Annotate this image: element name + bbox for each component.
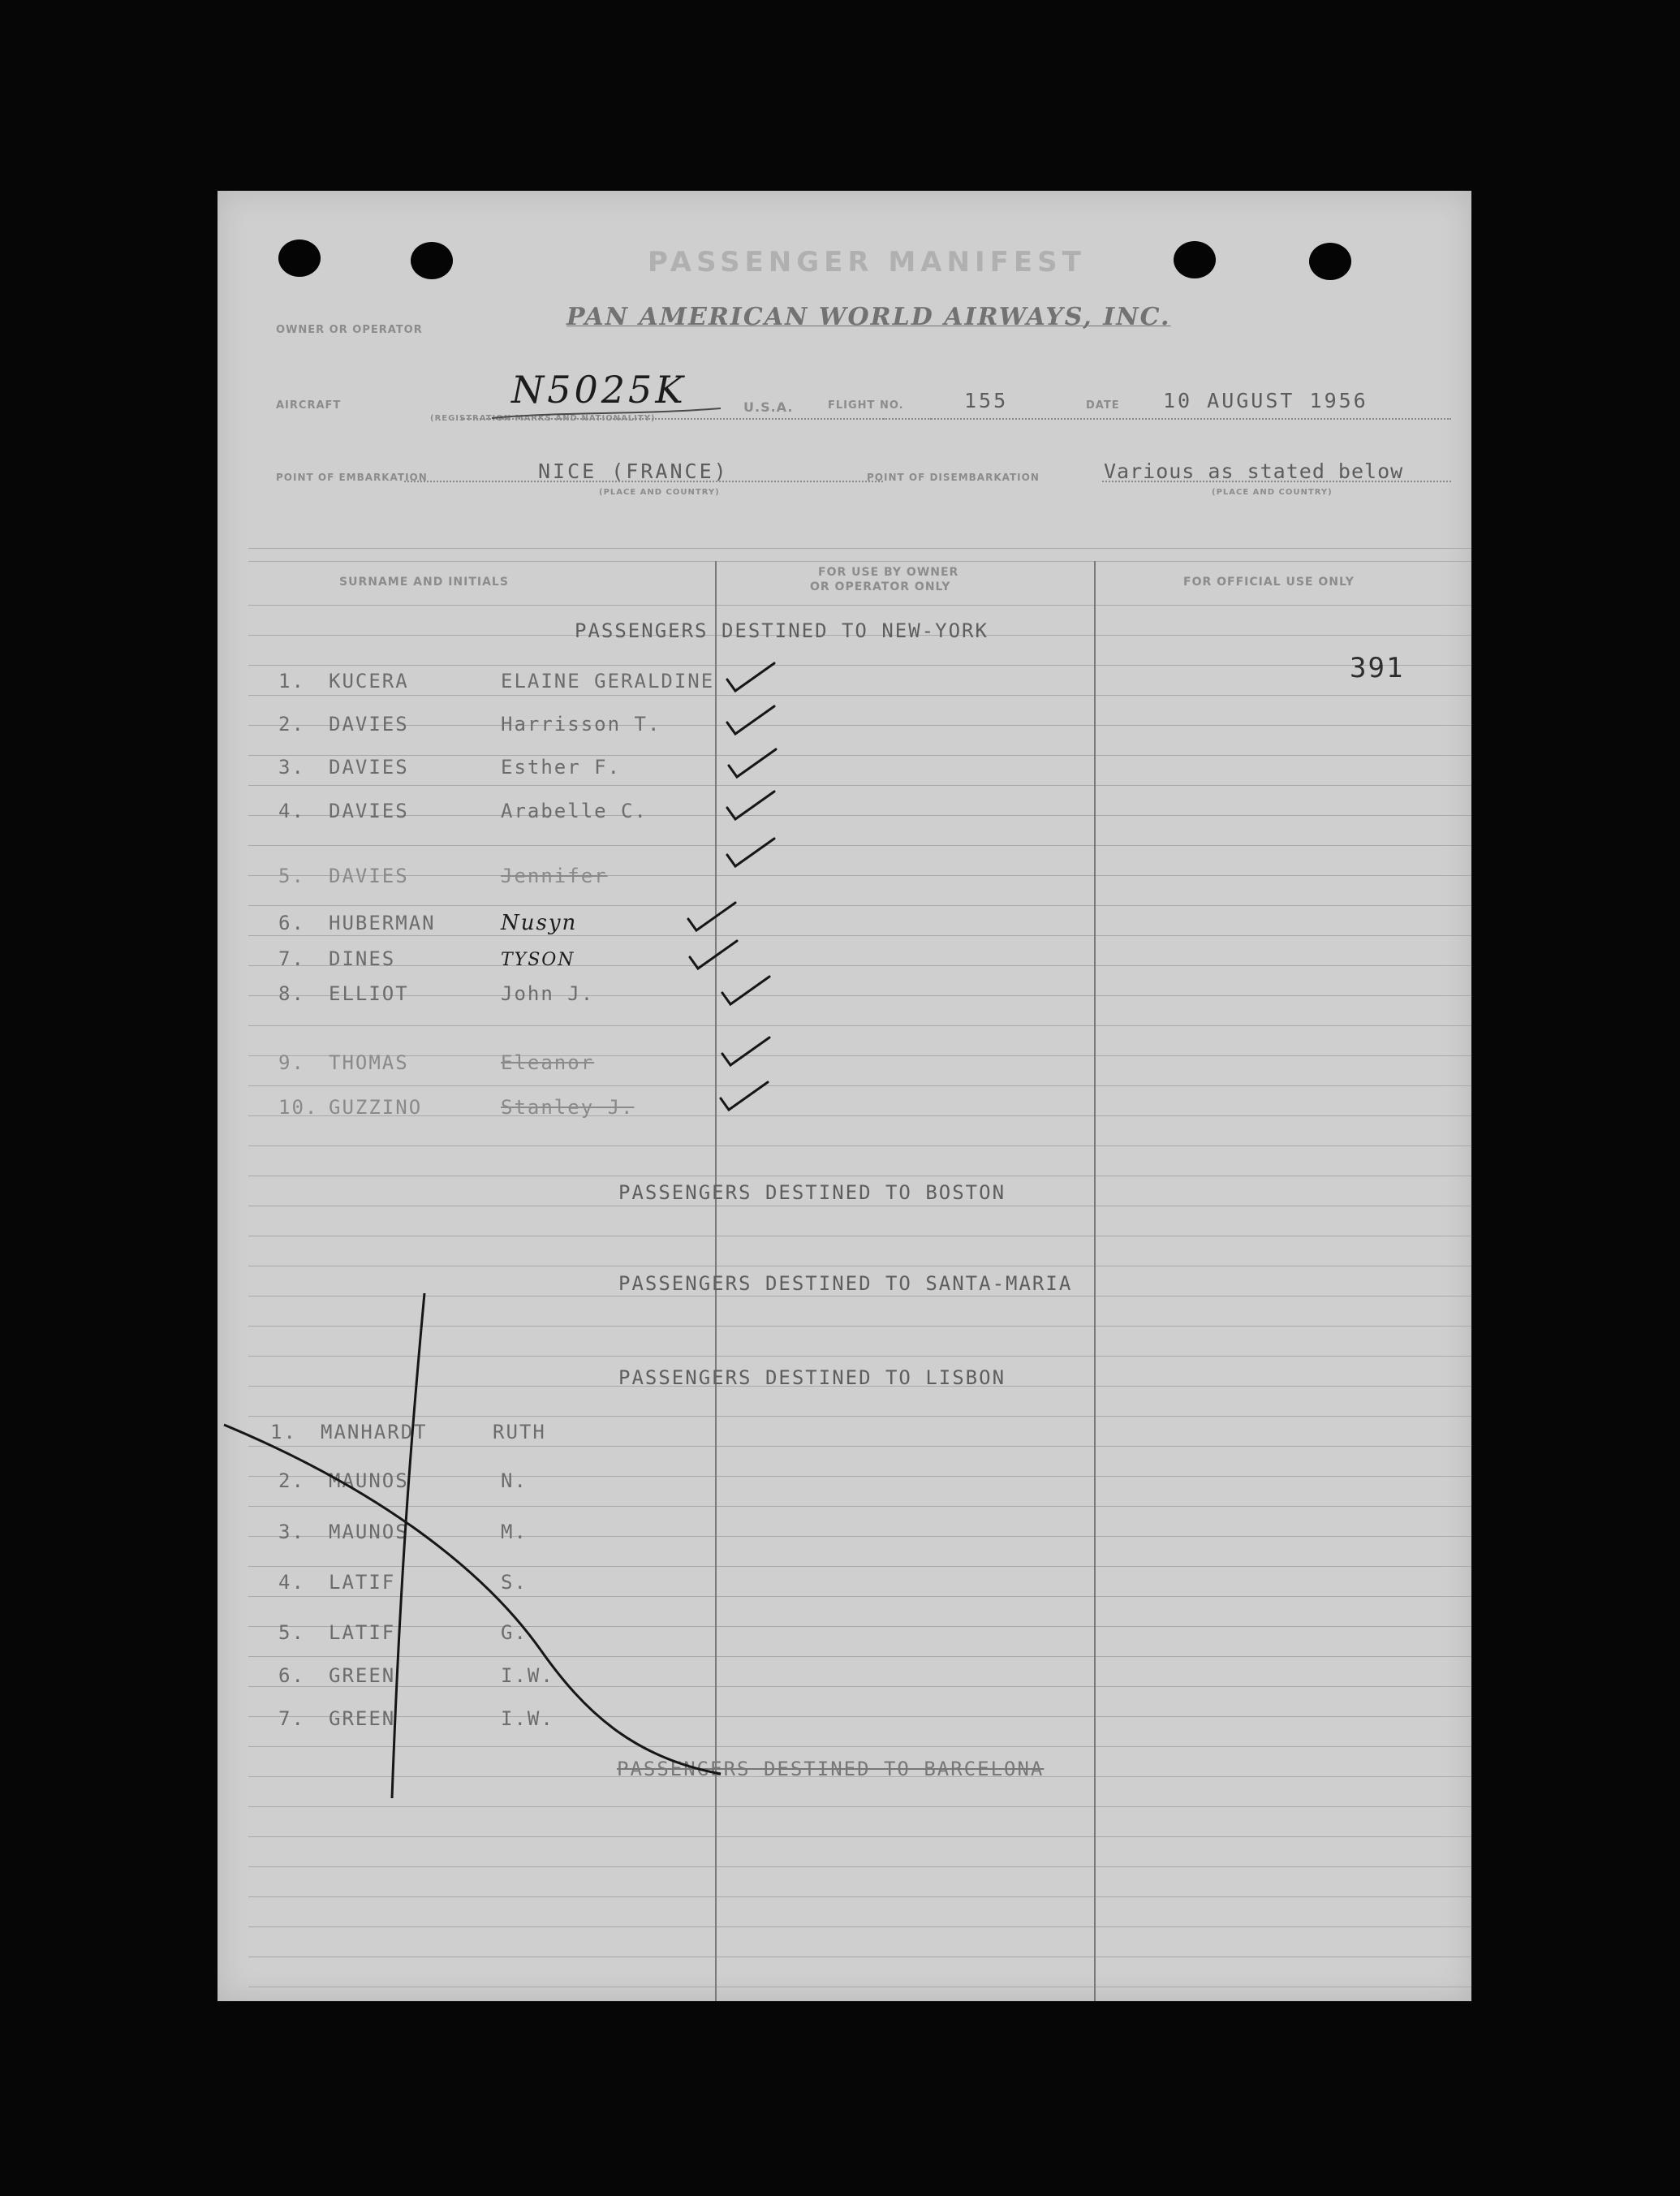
section-santa-maria: PASSENGERS DESTINED TO SANTA-MARIA <box>618 1272 1073 1295</box>
registration-note: (REGISTRATION MARKS AND NATIONALITY) <box>430 414 656 423</box>
checkmark-icon <box>729 749 776 777</box>
checkmark-icon <box>722 1038 769 1065</box>
row-number: 3. <box>278 1521 305 1543</box>
passenger-surname: GREEN <box>329 1707 396 1730</box>
section-barcelona: PASSENGERS DESTINED TO BARCELONA <box>617 1758 1045 1780</box>
passenger-given: I.W. <box>501 1707 554 1730</box>
col-header-official: FOR OFFICIAL USE ONLY <box>1183 576 1355 589</box>
owner-label: OWNER OR OPERATOR <box>276 324 423 336</box>
row-number: 8. <box>278 982 305 1005</box>
checkmark-icon <box>727 663 774 691</box>
passenger-given: Arabelle C. <box>501 800 648 822</box>
passenger-surname: GUZZINO <box>329 1096 423 1119</box>
row-number: 1. <box>270 1421 297 1443</box>
passenger-surname: LATIF <box>329 1621 396 1644</box>
passenger-given: N. <box>501 1469 528 1492</box>
aircraft-registration: N5025K <box>511 368 687 412</box>
checkmark-icon <box>727 839 774 866</box>
row-number: 10. <box>278 1096 319 1119</box>
passenger-surname: DINES <box>329 947 396 970</box>
underline-registration <box>492 408 721 418</box>
passenger-given: M. <box>501 1521 528 1543</box>
passenger-surname: LATIF <box>329 1571 396 1594</box>
col-header-owner-2: OR OPERATOR ONLY <box>810 580 951 593</box>
checkmark-icon <box>690 941 737 969</box>
row-number: 9. <box>278 1051 305 1074</box>
section-new-york: PASSENGERS DESTINED TO NEW-YORK <box>575 619 989 642</box>
date-label: DATE <box>1086 399 1120 412</box>
passenger-surname: MANHARDT <box>321 1421 428 1443</box>
passenger-surname: DAVIES <box>329 800 409 822</box>
usa-label: U.S.A. <box>743 399 794 415</box>
passenger-given: Jennifer <box>501 865 608 887</box>
passenger-surname: MAUNOS <box>329 1469 409 1492</box>
passenger-given: Nusyn <box>501 911 578 935</box>
cross-out-stroke <box>392 1293 424 1798</box>
handwriting-overlay <box>218 191 1471 2001</box>
airline-name: PAN AMERICAN WORLD AIRWAYS, INC. <box>566 303 1171 331</box>
row-number: 7. <box>278 947 305 970</box>
embarkation-label: POINT OF EMBARKATION <box>276 472 428 483</box>
row-number: 5. <box>278 865 305 887</box>
section-boston: PASSENGERS DESTINED TO BOSTON <box>618 1181 1006 1204</box>
passenger-given: S. <box>501 1571 528 1594</box>
row-number: 4. <box>278 1571 305 1594</box>
passenger-surname: DAVIES <box>329 756 409 779</box>
embarkation-value: NICE (FRANCE) <box>538 459 729 483</box>
disembarkation-label: POINT OF DISEMBARKATION <box>867 472 1040 483</box>
cross-out-curve <box>224 1425 721 1774</box>
row-number: 6. <box>278 1664 305 1687</box>
row-number: 5. <box>278 1621 305 1644</box>
row-number: 2. <box>278 713 305 736</box>
passenger-given: Eleanor <box>501 1051 595 1074</box>
passenger-given: G. <box>501 1621 528 1644</box>
passenger-surname: GREEN <box>329 1664 396 1687</box>
flight-number: 155 <box>964 389 1009 412</box>
row-number: 3. <box>278 756 305 779</box>
passenger-given: RUTH <box>493 1421 546 1443</box>
date-value: 10 AUGUST 1956 <box>1163 389 1368 412</box>
section-lisbon: PASSENGERS DESTINED TO LISBON <box>618 1366 1006 1389</box>
disembarkation-place-note: (PLACE AND COUNTRY) <box>1212 488 1333 497</box>
form-title: PASSENGER MANIFEST <box>648 246 1086 278</box>
col-header-owner-1: FOR USE BY OWNER <box>818 566 959 579</box>
disembarkation-value: Various as stated below <box>1104 459 1404 483</box>
passenger-given: Harrisson T. <box>501 713 661 736</box>
flight-no-label: FLIGHT NO. <box>828 399 904 412</box>
passenger-given: ELAINE GERALDINE <box>501 670 715 692</box>
passenger-given: I.W. <box>501 1664 554 1687</box>
checkmark-icon <box>727 792 774 819</box>
checkmark-icon <box>721 1082 768 1110</box>
checkmark-icon <box>727 706 774 734</box>
aircraft-label: AIRCRAFT <box>276 399 342 412</box>
row-number: 2. <box>278 1469 305 1492</box>
passenger-surname: HUBERMAN <box>329 912 436 934</box>
manifest-page <box>218 191 1471 2001</box>
passenger-given: John J. <box>501 982 595 1005</box>
col-header-surname: SURNAME AND INITIALS <box>339 576 509 589</box>
checkmark-icon <box>722 977 769 1004</box>
passenger-surname: ELLIOT <box>329 982 409 1005</box>
official-number: 391 <box>1350 652 1405 684</box>
row-number: 4. <box>278 800 305 822</box>
passenger-given: Esther F. <box>501 756 622 779</box>
checkmark-icon <box>688 903 735 930</box>
passenger-surname: KUCERA <box>329 670 409 692</box>
row-number: 1. <box>278 670 305 692</box>
passenger-given: TYSON <box>501 950 575 970</box>
passenger-surname: DAVIES <box>329 865 409 887</box>
passenger-given: Stanley J. <box>501 1096 635 1119</box>
passenger-surname: MAUNOS <box>329 1521 409 1543</box>
passenger-surname: DAVIES <box>329 713 409 736</box>
row-number: 7. <box>278 1707 305 1730</box>
row-number: 6. <box>278 912 305 934</box>
passenger-surname: THOMAS <box>329 1051 409 1074</box>
embarkation-place-note: (PLACE AND COUNTRY) <box>599 488 720 497</box>
